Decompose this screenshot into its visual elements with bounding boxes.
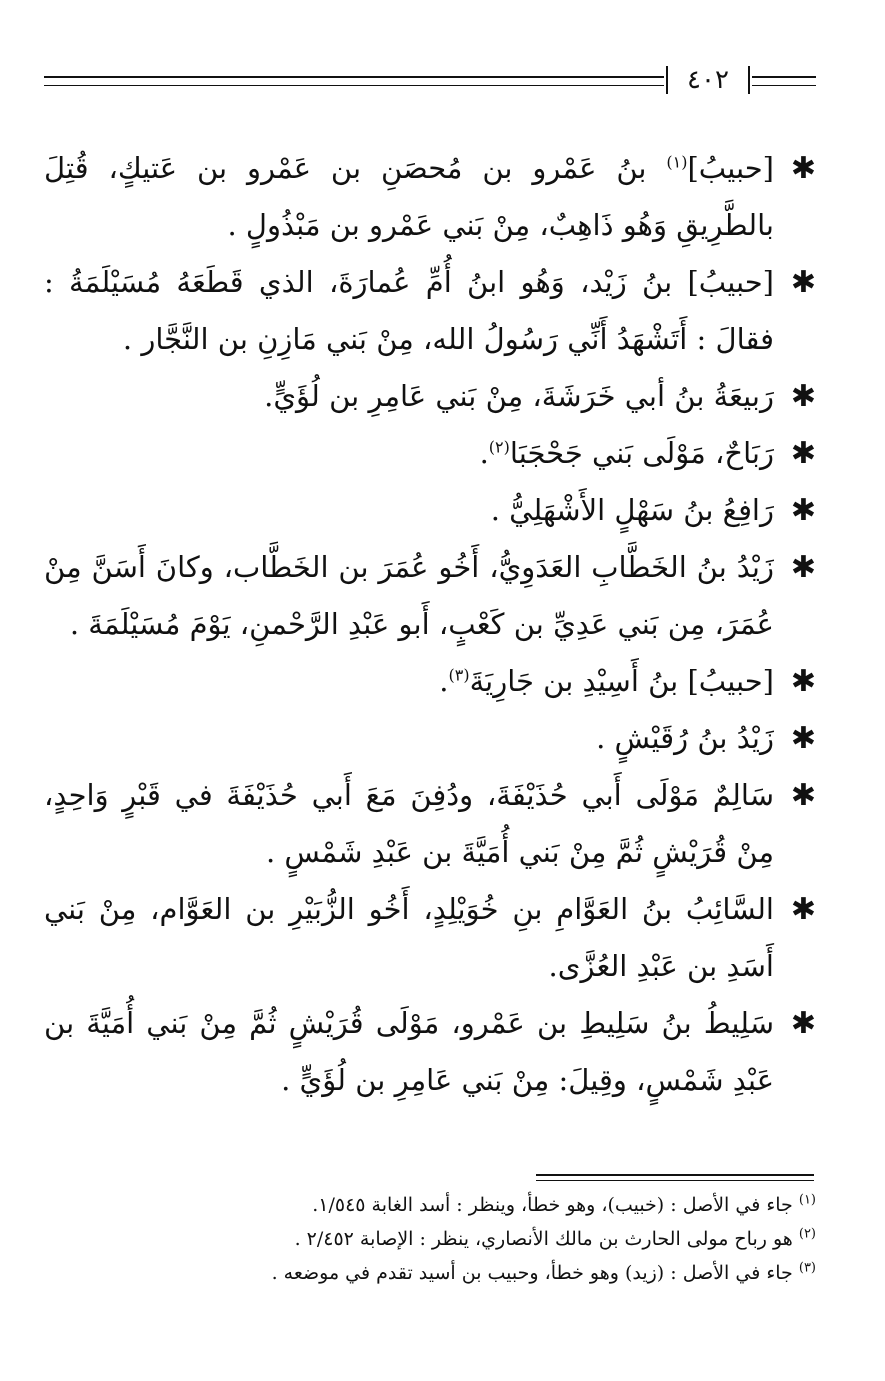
asterisk-icon: ✱ [790, 379, 816, 414]
footnotes [44, 1188, 816, 1290]
asterisk-icon: ✱ [790, 493, 816, 528]
asterisk-icon: ✱ [790, 151, 816, 186]
asterisk-icon: ✱ [790, 778, 816, 813]
entry-2: ✱ [حبيبُ] بنُ زَيْد، وَهُو ابنُ أُمِّ عُمارَةَ، الذي قَطَعَهُ مُسَيْلَمَةُ : فقالَ : أَتَشْهَدُ أَنِّي رَسُولُ الله، مِنْ بَني مَازِنِ بن النَّجَّار . [44, 254, 816, 368]
header-rule-left [44, 76, 664, 86]
footnote-1: $^{(١)}$ جاء في الأصل : (خبيب)، وهو خطأ، وينظر : أسد الغابة ١/٥٤٥. [312, 1192, 816, 1216]
entry-8: ✱ زَيْدُ بنُ رُقَيْشٍ . [44, 710, 816, 767]
entries-list [44, 140, 816, 1109]
entry-6: ✱ زَيْدُ بنُ الخَطَّابِ العَدَوِيُّ، أَخُو عُمَرَ بن الخَطَّاب، وكانَ أَسَنَّ مِنْ عُمَرَ، مِن بَني عَدِيِّ بن كَعْبٍ، أَبو عَبْدِ الرَّحْمنِ، يَوْمَ مُسَيْلَمَةَ . [44, 539, 816, 653]
footnote-2: $^{(٢)}$ هو رباح مولى الحارث بن مالك الأنصاري، ينظر : الإصابة ٢/٤٥٢ . [294, 1226, 816, 1250]
entry-10: ✱ السَّائِبُ بنُ العَوَّامِ بنِ خُوَيْلِدٍ، أَخُو الزُّبَيْرِ بن العَوَّام، مِنْ بَني أَسَدِ بن عَبْدِ العُزَّى. [44, 881, 816, 995]
asterisk-icon: ✱ [790, 892, 816, 927]
running-header [44, 64, 816, 96]
entry-1: ✱ [حبيبُ]$^{(١)}$ بنُ عَمْرو بن مُحصَنِ بن عَمْرو بن عَتيكٍ، قُتِلَ بالطَّرِيقِ وَهُو ذَاهِبٌ، مِنْ بَني عَمْرو بن مَبْذُولٍ . [44, 140, 816, 254]
page-number: ٤٠٢ [687, 65, 729, 95]
entry-3: ✱ رَبيعَةُ بنُ أبي خَرَشَةَ، مِنْ بَني عَامِرِ بن لُؤَيٍّ. [44, 368, 816, 425]
entry-7: ✱ [حبيبُ] بنُ أَسِيْدِ بن جَارِيَةَ$^{(٣)}$. [44, 653, 816, 710]
asterisk-icon: ✱ [790, 436, 816, 471]
asterisk-icon: ✱ [790, 550, 816, 585]
footnote-3: $^{(٣)}$ جاء في الأصل : (زيد) وهو خطأ، وحبيب بن أسيد تقدم في موضعه . [271, 1260, 816, 1284]
header-rule-right [752, 76, 816, 86]
entry-5: ✱ رَافِعُ بنُ سَهْلٍ الأَشْهَلِيُّ . [44, 482, 816, 539]
page-number-box [666, 64, 750, 96]
entry-11: ✱ سَلِيطُ بنُ سَلِيطِ بن عَمْرو، مَوْلَى قُرَيْشٍ ثُمَّ مِنْ بَني أُمَيَّةَ بن عَبْدِ شَمْسٍ، وقِيلَ: مِنْ بَني عَامِرِ بن لُؤَيٍّ . [44, 995, 816, 1109]
footnote-ref[interactable]: (٢) [488, 437, 510, 457]
footnote-separator [536, 1174, 814, 1181]
asterisk-icon: ✱ [790, 265, 816, 300]
asterisk-icon: ✱ [790, 721, 816, 756]
asterisk-icon: ✱ [790, 664, 816, 699]
entry-9: ✱ سَالِمٌ مَوْلَى أَبي حُذَيْفَةَ، ودُفِنَ مَعَ أَبي حُذَيْفَةَ في قَبْرٍ وَاحِدٍ، مِنْ قُرَيْشٍ ثُمَّ مِنْ بَني أُمَيَّةَ بن عَبْدِ شَمْسٍ . [44, 767, 816, 881]
entry-4: ✱ رَبَاحٌ، مَوْلَى بَني جَحْجَبَا$^{(٢)}$. [44, 425, 816, 482]
footnote-ref[interactable]: (٣) [448, 665, 470, 685]
asterisk-icon: ✱ [790, 1006, 816, 1041]
footnote-ref[interactable]: (١) [666, 152, 688, 172]
